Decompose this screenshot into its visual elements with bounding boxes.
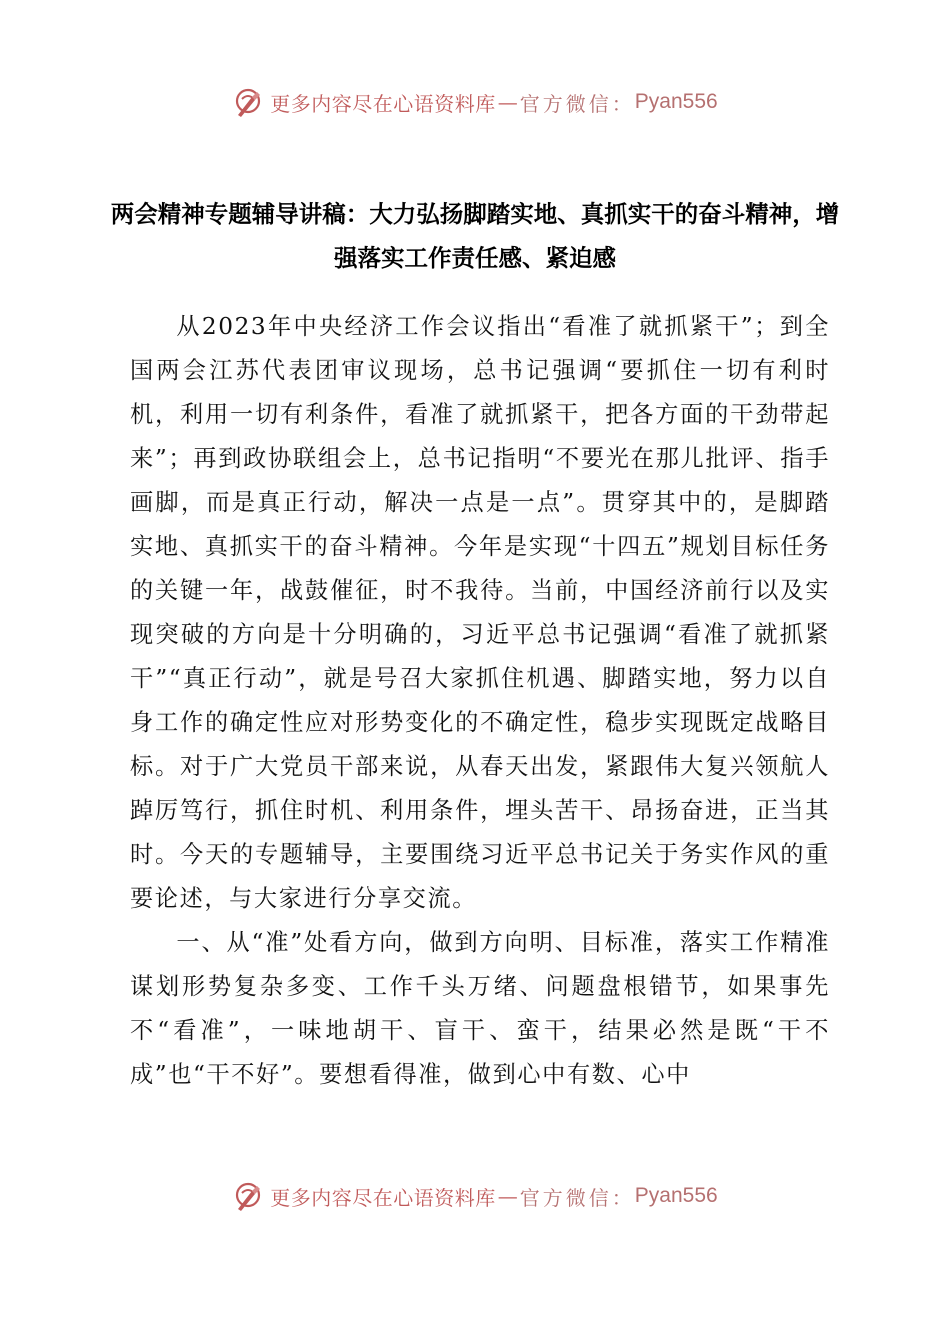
watermark-header	[0, 82, 950, 122]
paragraph-section-one: 一、从“准”处看方向，做到方向明、目标准，落实工作精准谋划形势复杂多变、工作千头万绪、问题盘根错节，如果事先不“看准”，一味地胡干、盲干、蛮干，结果必然是既“干不成”也“干不好”。要想看得准，做到心中有数、心中	[130, 929, 830, 1088]
watermark-wechat-label: 官方微信：	[519, 1185, 635, 1210]
watermark-wechat-label: 官方微信：	[519, 91, 635, 116]
watermark-text: 更多内容尽在心语资料库	[270, 91, 496, 116]
pen-logo-icon	[232, 1179, 266, 1213]
document-title: 两会精神专题辅导讲稿：大力弘扬脚踏实地、真抓实干的奋斗精神，增强落实工作责任感、紧迫感	[110, 200, 840, 272]
watermark-text: 更多内容尽在心语资料库	[270, 1185, 496, 1210]
watermark-separator: —	[497, 90, 518, 114]
watermark-footer	[0, 1176, 950, 1216]
pen-logo-icon	[232, 85, 266, 119]
document-body	[130, 305, 830, 1097]
watermark-wechat-id: Pyan556	[634, 1184, 718, 1207]
watermark-separator: —	[497, 1184, 518, 1208]
watermark-wechat-id: Pyan556	[634, 90, 718, 113]
paragraph-intro: 从2023年中央经济工作会议指出“看准了就抓紧干”；到全国两会江苏代表团审议现场，总书记强调“要抓住一切有利时机，利用一切有利条件，看准了就抓紧干，把各方面的干劲带起来”；再到政协联组会上，总书记指明“不要光在那儿批评、指手画脚，而是真正行动，解决一点是一点”。贯穿其中的，是脚踏实地、真抓实干的奋斗精神。今年是实现“十四五”规划目标任务的关键一年，战鼓催征，时不我待。当前，中国经济前行以及实现突破的方向是十分明确的，习近平总书记强调“看准了就抓紧干”“真正行动”，就是号召大家抓住机遇、脚踏实地，努力以自身工作的确定性应对形势变化的不确定性，稳步实现既定战略目标。对于广大党员干部来说，从春天出发，紧跟伟大复兴领航人踔厉笃行，抓住时机、利用条件，埋头苦干、昂扬奋进，正当其时。今天的专题辅导，主要围绕习近平总书记关于务实作风的重要论述，与大家进行分享交流。	[130, 313, 830, 912]
